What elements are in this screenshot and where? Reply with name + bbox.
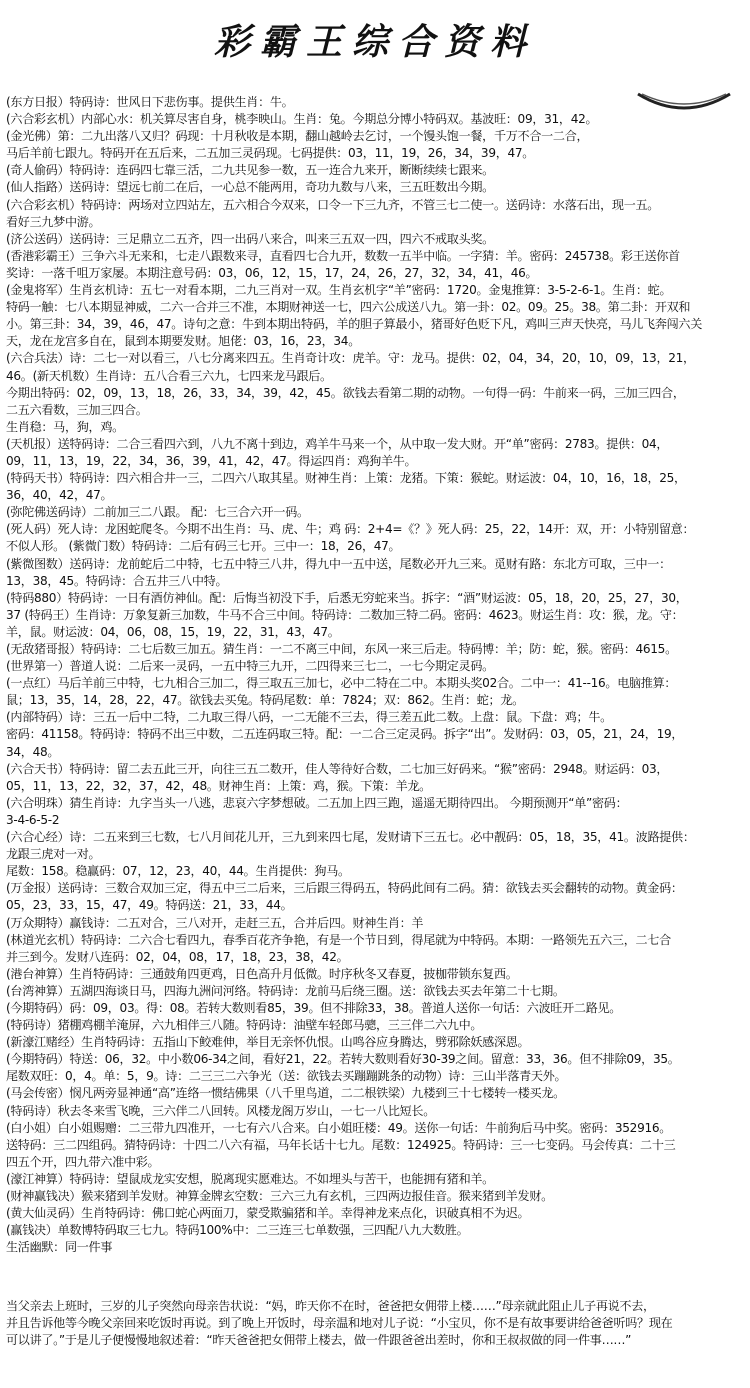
text-line: 05，11，13，22，32，37，42，48。财神生肖：上策：鸡，猴。下策：羊龙。	[6, 778, 431, 793]
text-line: (奇人偷码）特码诗：连码四七靠三活，二九共见参一数，五一连合九来开，断断续续七跟来。	[6, 163, 494, 178]
text-line	[6, 1256, 741, 1273]
page-title: 彩霸王综合资料	[213, 21, 536, 63]
text-line: (赢钱决）单数博特码取三七九。特码100%中：二三连三七单数强，三四配八九大数胜。	[6, 1223, 469, 1238]
text-line: (今期特码）码：09，03。得：08。若转大数则看85，39。但不排除33，38。普道人送你一句话：六波旺开二路见。	[6, 1000, 622, 1015]
text-line: (弥陀佛送码诗）二前加三二八跟。 配：七三合六开一码。	[6, 505, 309, 520]
text-line: (港台神算）生肖特码诗：三通鼓角四更鸡，日色高升月低微。时序秋冬又春夏，披枷带锁东复西。	[6, 966, 518, 981]
text-line: (六合彩玄机）内部心水：机关算尽害自身，桃李映山。生肖：兔。今期总分博小特码双。基波旺：09，31，42。	[6, 112, 598, 127]
text-line: 鼠；13，35，14，28，22，47。欲钱去买兔。特码尾数：单：7824；双：862。生肖：蛇；龙。	[6, 693, 524, 708]
text-line: (无敌猪哥报）特码诗：二七后数三加五。猜生肖：一二不离三中间，东风一来三后走。特码博：羊；防：蛇，猴。密码：4615。	[6, 642, 677, 656]
text-line: (东方日报）特码诗：世风日下悲伤事。提供生肖：牛。	[6, 95, 294, 109]
text-line: 密码：41158。特码诗：特码不出三中数，二五连码取三特。配：一二合三定灵码。拆字“出”。发财码：03，05，21，24，19，	[6, 727, 684, 742]
text-line: (特码天书）特码诗：四六相合井一三，二四六八取其星。财神生肖：上策：龙猪。下策：猴蛇。财运波：04，10，16，18，25，	[6, 471, 686, 486]
text-line: (金鬼将军）生肖玄机诗：五七一对看本期，二九三肖对一双。生肖玄机字“羊”密码：1720。金鬼推算：3-5-2-6-1。生肖：蛇。	[6, 283, 672, 298]
text-line: 天，龙在龙宫多自在，鼠到本期要发财。旭佬：03，16，23，34。	[6, 334, 361, 349]
text-line: 生肖稳：马，狗，鸡。	[6, 419, 124, 434]
text-line: (世界第一）普道人说：二后来一灵码，一五中特三九开，二四得来三七二，一七今期定灵码。	[6, 659, 494, 674]
text-line: (六合彩玄机）特码诗：两场对立四站左，五六相合今双来，口令一下三九齐，不管三七二使一。送码诗：水落石出，现一五。	[6, 197, 660, 212]
text-line: (天机报）送特码诗：二合三看四六到，八九不离十到边，鸡羊牛马来一个，从中取一发大财。开“单”密码：2783。提供：04，	[6, 436, 669, 451]
text-line: 奖诗：一落千咀万家屡。本期注意号码：03，06，12，15，17，24，26，27，32，34，41，46。	[6, 265, 538, 280]
text-line: 并三到今。发财八连码：02，04，08，17，18，23，38，42。	[6, 949, 349, 964]
text-line: 46。(新天机数）生肖诗：五八合看三六九，七四来龙马跟后。	[6, 368, 332, 383]
text-line	[6, 1273, 741, 1290]
text-line: 05，23，33，15，47，49。特码送：21，33，44。	[6, 898, 293, 913]
text-line: 二五六看数，三加三四合。	[6, 402, 148, 417]
text-line: (黄大仙灵码）生肖特码诗：佛口蛇心两面刀，蒙受欺骗猪和羊。幸得神龙来点化，识破真相不为迟。	[6, 1206, 530, 1221]
text-line: 3-4-6-5-2	[6, 812, 60, 827]
story-line: 当父亲去上班时，三岁的儿子突然向母亲告状说：“妈，昨天你不在时，爸爸把女佣带上楼……”母亲就此阻止儿子再说不去，	[6, 1299, 655, 1313]
text-line: (内部特码）诗：三五一后中二特，二九取三得八码，一二无能不三去，得三差五此二数。上盘：鼠。下盘：鸡；牛。	[6, 710, 612, 725]
text-line: 马后羊前七跟九。特码开在五后来，二五加三灵码现。七码提供：03，11，19，26，34，39，47。	[6, 146, 535, 161]
text-line: 尾数双旺：0，4。单：5，9。诗：二三三二六争光（送：欲钱去买蹦蹦跳条的动物）诗：三山半落青天外。	[6, 1069, 567, 1084]
text-line: (财神赢钱决）猴来猪到羊发财。神算金牌玄空数：三六三九有玄机，三四两边报佳音。猴来猪到羊发财。	[6, 1189, 553, 1203]
text-line: (六合明珠）猜生肖诗：九字当头一八逃，悲哀六字梦想破。二五加上四三跑，遥遥无期待四出。 今期预测开“单”密码：	[6, 795, 628, 810]
text-line: (六合天书）特码诗：留二去五此三开，向往三五二数开，佳人等待好合数，二七加三好码来。“猴”密码：2948。财运码：03，	[6, 761, 669, 776]
text-line: 羊，鼠。财运波：04，06，08，15，19，22，31，43，47。	[6, 624, 340, 639]
text-line: (仙人指路）送码诗：望远七前二在后，一心总不能两用，奇功九数与八来，三五旺数出今期。	[6, 180, 494, 195]
text-line: 09，11，13，19，22，34，36，39，41，42，47。得运四肖：鸡狗羊牛。	[6, 453, 417, 468]
text-line: (特码诗）秋去冬来雪飞晚，三六伴二八回转。风楼龙阁万岁山，一七一八比短长。	[6, 1103, 435, 1118]
text-line: 尾数：158。稳赢码：07，12，23，40，44。生肖提供：狗马。	[6, 864, 350, 879]
text-line: (白小姐）白小姐赐赠：二三带九四准开，一七有六八合来。白小姐旺楼：49。送你一句话：牛前狗后马中奖。密码：352916。	[6, 1120, 672, 1135]
story-line: 并且告诉他等今晚父亲回来吃饭时再说。到了晚上开饭时，母亲温和地对儿子说：“小宝贝，你不是有故事要讲给爸爸听吗？现在	[6, 1316, 673, 1331]
text-line: (林道光玄机）特码诗：二六合七看四九，春季百花齐争艳，有是一个节日到，得尾就为中特码。本期：一路领先五六三，二七合	[6, 932, 671, 947]
text-line: (台湾神算）五湖四海谈日马，四海九洲问河络。特码诗：龙前马后绕三圈。送：欲钱去买去年第二十七期。	[6, 983, 565, 998]
text-line: 34，48。	[6, 744, 60, 759]
text-line: 37 (特码王）生肖诗：万象复新三加数，牛马不合三中间。特码诗：二数加三特二码。密码：4623。财运生肖：攻：猴，龙。守：	[6, 607, 684, 622]
text-line: 生活幽默：同一件事	[6, 1240, 113, 1255]
text-line: (万金报）送码诗：三数合双加三定，得五中三二后来，三后跟三得码五，特码此间有二码。猜：欲钱去买会翻转的动物。黄金码：	[6, 881, 683, 896]
text-line: (濠江神算）特码诗：望鼠成龙实安想，脱离现实愿难达。不如埋头与苦干，也能拥有猪和羊。	[6, 1171, 494, 1186]
text-line: 小。第三卦：34，39，46，47。诗句之意：牛到本期出特码，羊的胆子算最小，猪哥好色贬下凡，鸡叫三声天快亮，马儿飞奔闯六关	[6, 317, 703, 332]
text-line: (一点红）马后羊前三中特，七九相合三加二，得三取五三加七，必中二特在二中。本期头奖02合。二中一：41--16。电脑推算：	[6, 676, 677, 691]
text-line: 四五个开，四九带六准中彩。	[6, 1154, 160, 1169]
text-line: 13，38，45。特码诗：合五井三八中特。	[6, 573, 228, 588]
text-line: (六合心经）诗：二五来到三七数，七八月间花儿开，三九到来四七尾，发财请下三五七。必中靓码：05，18，35，41。波路提供：	[6, 830, 695, 845]
text-line: (特码诗）猪棚鸡棚羊淹屏，六九相伴三八随。特码诗：油壁车轻郎马骢，三三伴二六九中。	[6, 1018, 483, 1033]
text-line: (香港彩霸王）三争六斗无来和，七走八跟数来寻，直看四七合九开，数数一五半中临。一字猜：羊。密码：245738。彩王送你首	[6, 248, 680, 263]
story-line: 可以讲了。”于是儿子便慢慢地叙述着：“昨天爸爸把女佣带上楼去，做一件跟爸爸出差时，你和王叔叔做的同一件事……”	[6, 1333, 632, 1348]
text-line: (死人码）死人诗：龙困蛇爬冬。今期不出生肖：马、虎、牛；鸡 码：2+4=《？》死人码：25，22，14开：双，开：小特别留意：	[6, 522, 695, 537]
text-line: (马会传密）悯凡两旁显神通“高”连络一惯结佛果（八千里鸟道，二二根铁梁）九楼到三十七楼转一楼买龙。	[6, 1086, 565, 1101]
text-line: 今期出特码：02，09，13，18，26，33，34，39，42，45。欲钱去看第二期的动物。一句得一码：牛前来一码，三加三四合，	[6, 385, 685, 400]
text-line: 龙跟三虎对一对。	[6, 847, 101, 862]
text-line: (紫微图数）送码诗：龙前蛇后二中特，七五中特三八井，得九中一五中送，尾数必开九三来。觅财有路：东北方可取，三中一：	[6, 556, 671, 571]
text-line: (金光佛）第：二九出落八又归？码现：十月秋收是本期，翻山越岭去乞讨，一个馒头饱一餐，千万不合一二合，	[6, 129, 589, 144]
lottery-text-body	[6, 94, 741, 1342]
text-line: (新濠江赌经）生肖特码诗：五指山下鲛难伸，举目无亲怀仇恨。山鸣谷应身腾达，劈邪除妖感深恩。	[6, 1035, 530, 1050]
text-line: 送特码：三二四组码。猜特码诗：十四二八六有福，马年长话十七九。尾数：124925。特码诗：三一七变码。马会传真：二十三	[6, 1137, 676, 1152]
text-line: 不似人形。 (紫微门数）特码诗：二后有码三七开。三中一：18，26，47。	[6, 539, 401, 554]
text-line: 看好三九梦中游。	[6, 214, 101, 229]
text-line: (六合兵法）诗：二七一对以看三，八七分离来四五。生肖奇计攻：虎羊。守：龙马。提供：02，04，34，20，10，09，13，21，	[6, 351, 695, 366]
text-line: (今期特码）特送：06，32。中小数06-34之间，看好21，22。若转大数则看好30-39之间。留意：33，36。但不排除09，35。	[6, 1052, 680, 1067]
humor-story	[6, 1298, 741, 1349]
text-line: 特码一触：七八本期显神威，二六一合并三不准，本期财神送一七，四六公成送八九。第一卦：02。09。25。38。第二卦：开双和	[6, 300, 691, 315]
text-line: (特码880）特码诗：一日有酒仿神仙。配：后悔当初没下手，后悉无穷蛇来当。拆字：“酒”财运波：05，18，20，25，27，30，	[6, 590, 688, 605]
text-line: (万众期特）赢钱诗：二五对合，三八对开，走赶三五，合并后四。财神生肖：羊	[6, 915, 424, 930]
text-line: (济公送码）送码诗：三足鼎立二五齐，四一出码八来合，叫来三五双一四，四六不戒取头奖。	[6, 231, 494, 246]
text-line: 36，40，42，47。	[6, 488, 113, 503]
